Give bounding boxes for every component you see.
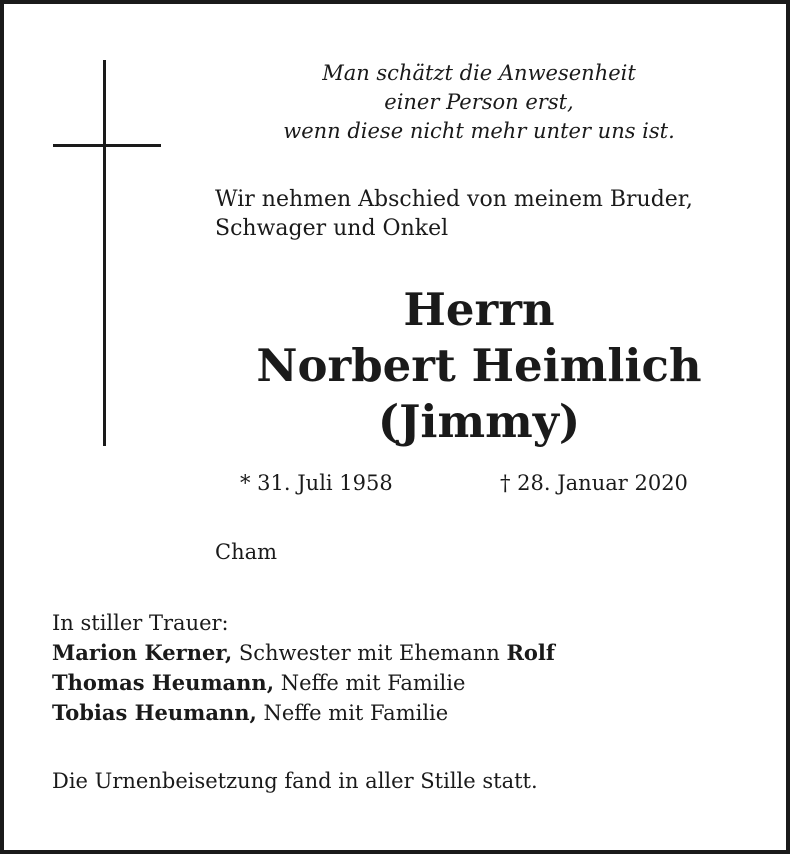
mourners-heading: In stiller Trauer: <box>52 611 229 635</box>
place: Cham <box>215 540 278 564</box>
list-item <box>52 698 752 728</box>
farewell-intro <box>215 185 755 243</box>
mourner-name: Marion Kerner, <box>52 640 233 665</box>
mourner-relation: Neffe mit Familie <box>274 671 466 695</box>
birth-date: * 31. Juli 1958 <box>240 471 393 495</box>
closing-note: Die Urnenbeisetzung fand in aller Stille statt. <box>52 769 538 793</box>
deceased-nickname: (Jimmy) <box>377 395 581 448</box>
quote-line: Man schätzt die Anwesenheit <box>322 61 636 85</box>
cross-icon <box>103 60 106 446</box>
mourner-relation: Neffe mit Familie <box>256 701 449 725</box>
list-item <box>52 668 752 698</box>
deceased-name: Norbert Heimlich <box>256 339 702 392</box>
death-date: † 28. Januar 2020 <box>500 471 688 495</box>
mourners-list <box>52 609 752 728</box>
intro-line: Schwager und Onkel <box>215 216 449 241</box>
salutation: Herrn <box>403 283 555 336</box>
intro-line: Wir nehmen Abschied von meinem Bruder, <box>215 187 693 212</box>
deceased-name-block <box>204 282 754 450</box>
quote-line: wenn diese nicht mehr unter uns ist. <box>283 119 675 143</box>
mourner-name: Tobias Heumann, <box>52 700 257 725</box>
memorial-quote <box>209 59 749 146</box>
cross-icon-bar <box>53 144 161 147</box>
mourner-relation: Schwester mit Ehemann <box>232 641 507 665</box>
quote-line: einer Person erst, <box>384 90 574 114</box>
list-item <box>52 638 752 668</box>
mourner-name: Thomas Heumann, <box>52 670 275 695</box>
mourner-spouse: Rolf <box>506 640 555 665</box>
